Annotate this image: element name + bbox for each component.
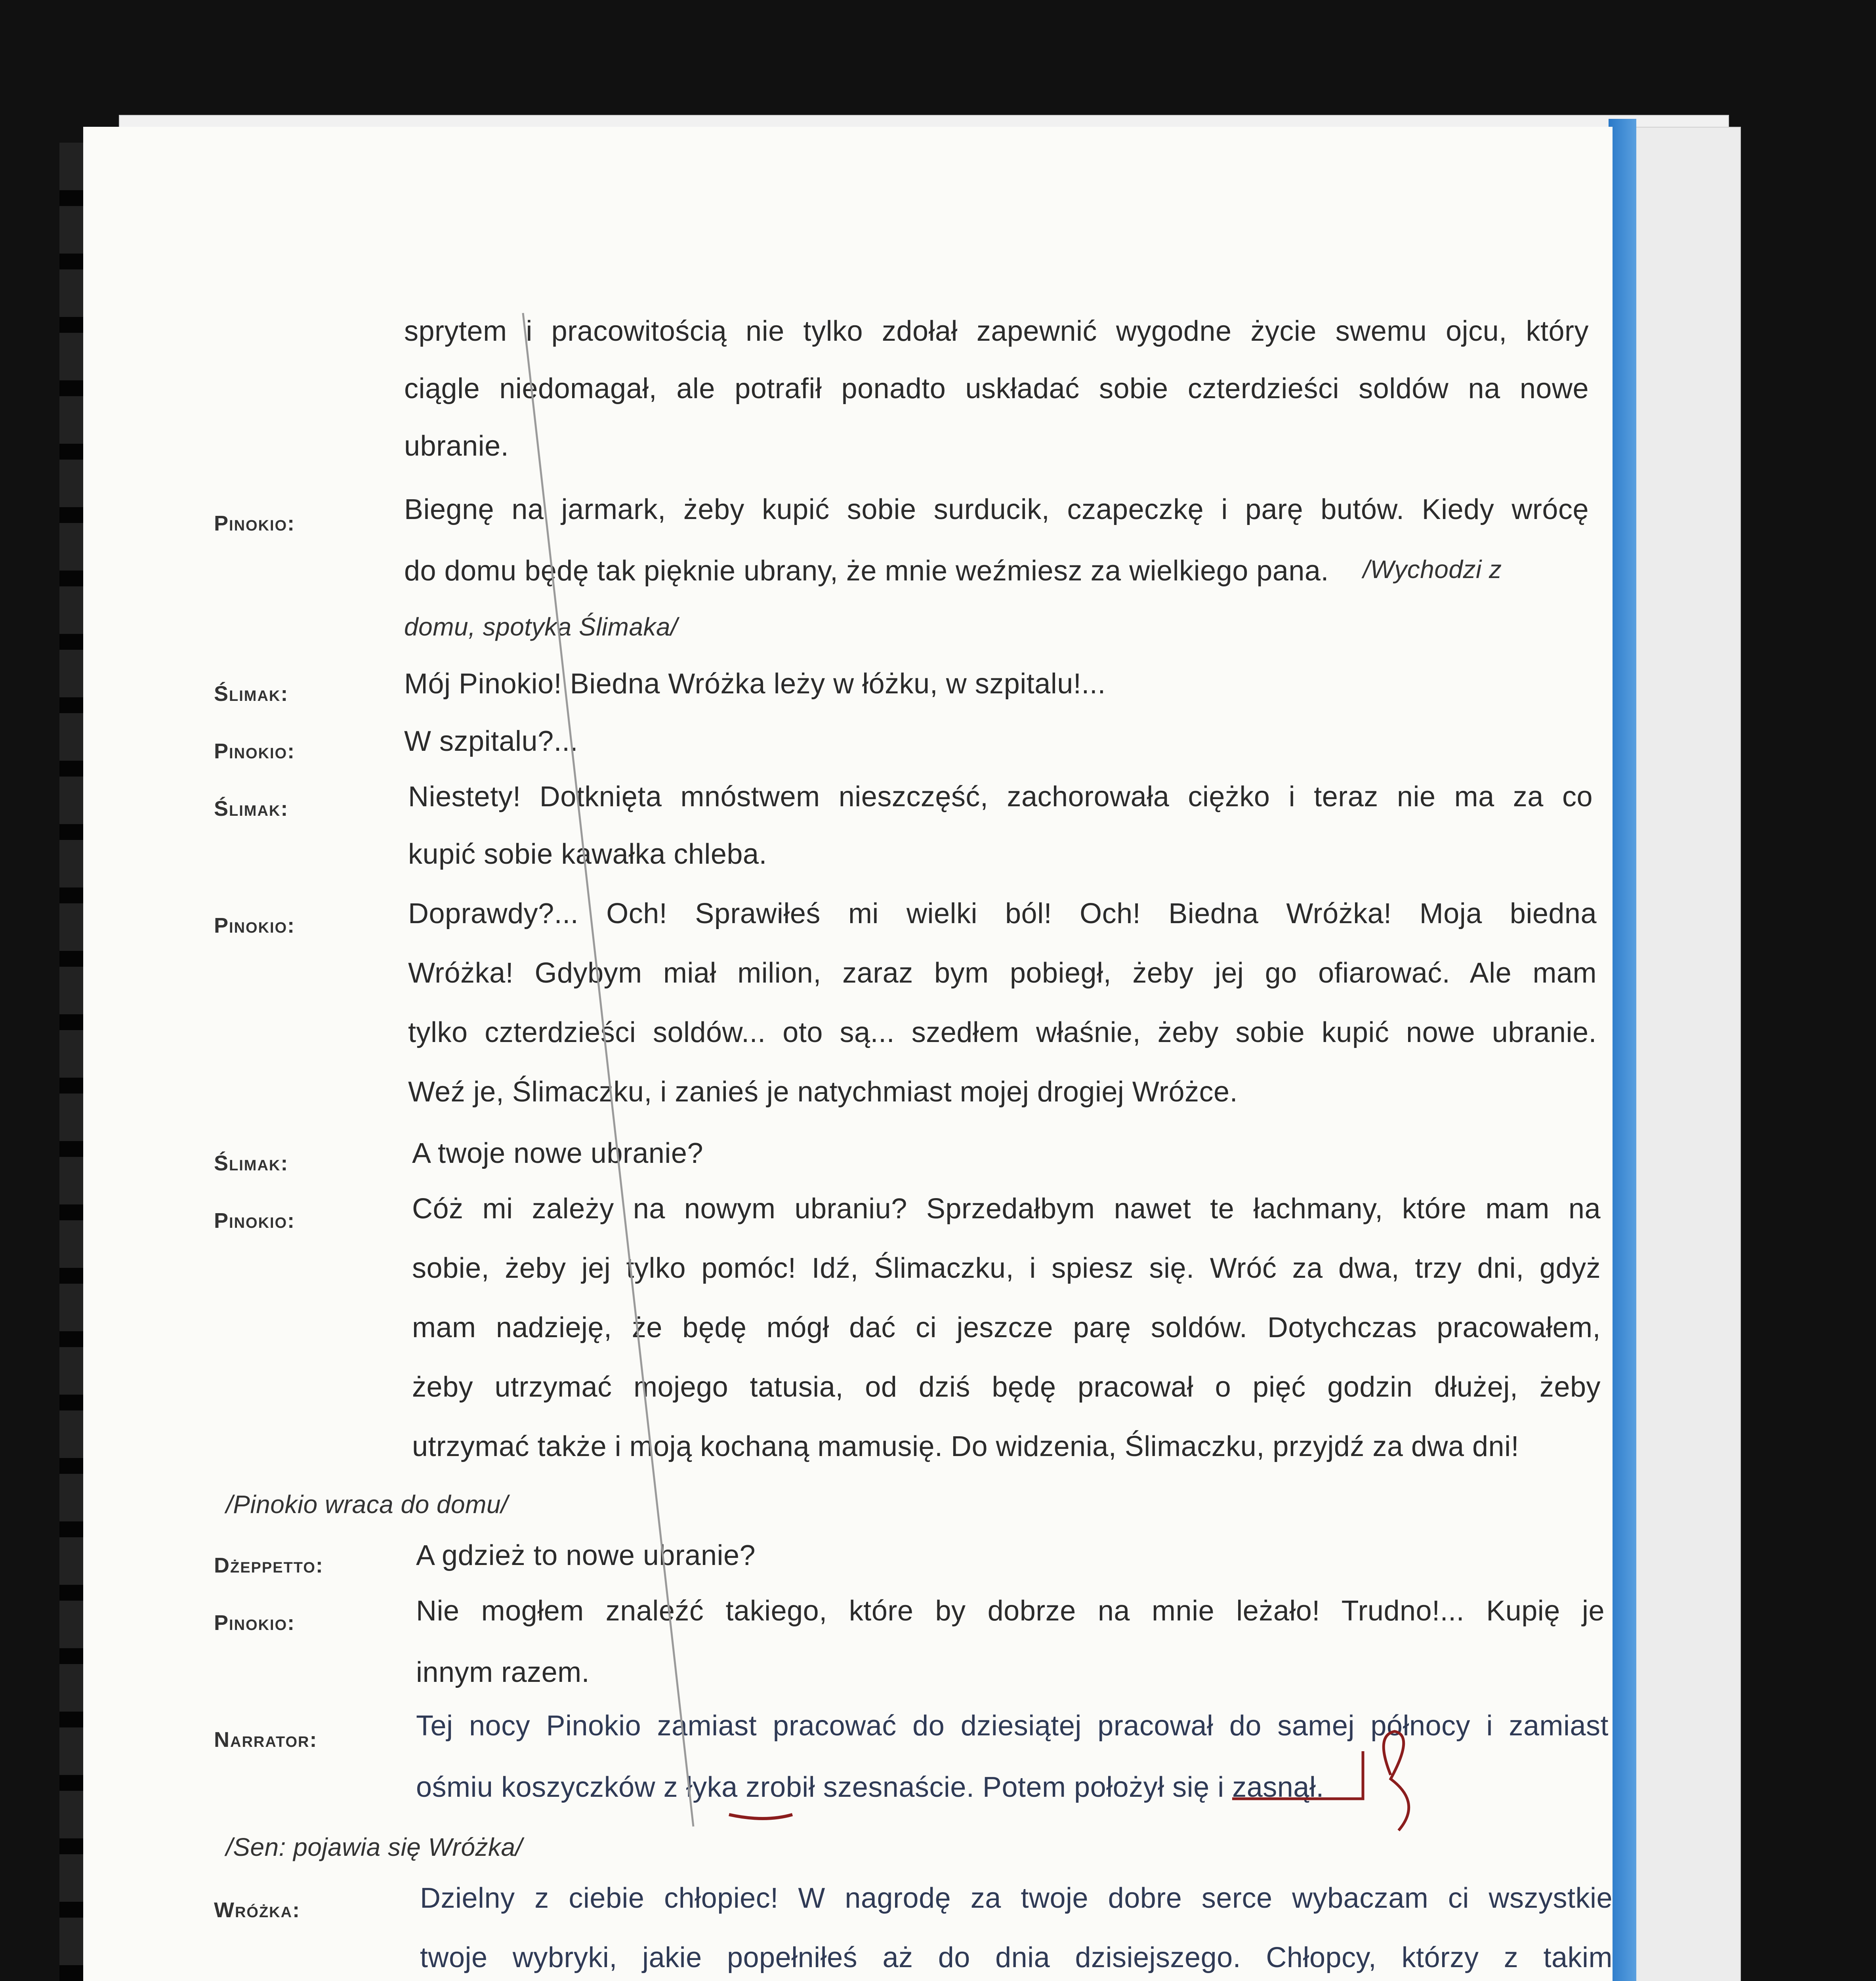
text-line: sobie, żeby jej tylko pomóc! Idź, Ślimaczku, i spiesz się. Wróć za dwa, trzy dni, gdyż [412, 1252, 1601, 1284]
speaker-wrozka: Wróżka: [214, 1898, 301, 1922]
text-line: mam nadzieję, że będę mógł dać ci jeszcze parę soldów. Dotychczas pracowałem, [412, 1312, 1601, 1344]
text-line: innym razem. [416, 1657, 590, 1688]
text-line: sprytem i pracowitością nie tylko zdołał zapewnić wygodne życie swemu ojcu, który [404, 315, 1589, 347]
speaker-pinokio: Pinokio: [214, 511, 296, 535]
text-line: Weź je, Ślimaczku, i zanieś je natychmiast mojej drogiej Wróżce. [408, 1076, 1238, 1108]
speaker-slimak: Ślimak: [214, 682, 289, 706]
text-line: tylko czterdzieści soldów... oto są... szedłem właśnie, żeby sobie kupić nowe ubranie. [408, 1017, 1597, 1048]
red-annotation-symbol [1384, 1731, 1408, 1830]
speaker-narrator: Narrator: [214, 1728, 318, 1752]
text-line: Dzielny z ciebie chłopiec! W nagrodę za twoje dobre serce wybaczam ci wszystkie [420, 1882, 1613, 1914]
text-line: kupić sobie kawałka chleba. [408, 838, 767, 870]
speaker-pinokio: Pinokio: [214, 1611, 296, 1635]
text-line: Biegnę na jarmark, żeby kupić sobie surducik, czapeczkę i parę butów. Kiedy wrócę [404, 494, 1589, 525]
text-line: Wróżka! Gdybym miał milion, zaraz bym pobiegł, żeby jej go ofiarować. Ale mam [408, 957, 1597, 989]
text-line: Doprawdy?... Och! Sprawiłeś mi wielki ból! Och! Biedna Wróżka! Moja biedna [408, 898, 1597, 929]
script-page [83, 127, 1613, 1981]
text-line: Tej nocy Pinokio zamiast pracować do dziesiątej pracował do samej północy i zamiast [416, 1710, 1609, 1742]
text-line: Cóż mi zależy na nowym ubraniu? Sprzedałbym nawet te łachmany, które mam na [412, 1193, 1601, 1225]
underline-mark [729, 1815, 792, 1819]
speaker-dzeppetto: Dżeppetto: [214, 1554, 324, 1577]
text-line: ciągle niedomagał, ale potrafił ponadto uskładać sobie czterdzieści soldów na nowe [404, 373, 1589, 405]
text-line: A gdzież to nowe ubranie? [416, 1540, 756, 1571]
blue-page-edge [1609, 119, 1636, 1981]
speaker-pinokio: Pinokio: [214, 914, 296, 937]
text-line: utrzymać także i moją kochaną mamusię. Do widzenia, Ślimaczku, przyjdź za dwa dni! [412, 1431, 1519, 1462]
text-line: Mój Pinokio! Biedna Wróżka leży w łóżku, w szpitalu!... [404, 668, 1106, 700]
text-line: żeby utrzymać mojego tatusia, od dziś będę pracował o pięć godzin dłużej, żeby [412, 1371, 1601, 1403]
stage-direction: /Wychodzi z [1363, 555, 1502, 584]
text-line: Niestety! Dotknięta mnóstwem nieszczęść, zachorowała ciężko i teraz nie ma za co [408, 781, 1593, 813]
text-line: W szpitalu?... [404, 725, 578, 757]
spiral-binding [59, 143, 83, 1981]
stage-direction: /Sen: pojawia się Wróżka/ [226, 1833, 523, 1861]
text-line: Nie mogłem znaleźć takiego, które by dobrze na mnie leżało! Trudno!... Kupię je [416, 1595, 1605, 1627]
speaker-slimak: Ślimak: [214, 1151, 289, 1175]
speaker-pinokio: Pinokio: [214, 739, 296, 763]
pencil-stroke [523, 313, 693, 1826]
text-line: ośmiu koszyczków z łyka zrobił szesnaście. Potem położył się i zasnął. [416, 1771, 1324, 1803]
text-line: twoje wybryki, jakie popełniłeś aż do dnia dzisiejszego. Chłopcy, którzy z takim [420, 1942, 1613, 1973]
handwritten-marks [83, 127, 1613, 1981]
page-content [83, 127, 1613, 1981]
stage-direction: /Pinokio wraca do domu/ [226, 1490, 508, 1519]
text-line: ubranie. [404, 430, 509, 462]
red-insert-mark [1232, 1751, 1363, 1799]
stage-direction: domu, spotyka Ślimaka/ [404, 613, 678, 641]
text-line: do domu będę tak pięknie ubrany, że mnie weźmiesz za wielkiego pana. [404, 555, 1329, 587]
text-line: A twoje nowe ubranie? [412, 1137, 703, 1169]
speaker-pinokio: Pinokio: [214, 1209, 296, 1233]
speaker-slimak: Ślimak: [214, 797, 289, 821]
